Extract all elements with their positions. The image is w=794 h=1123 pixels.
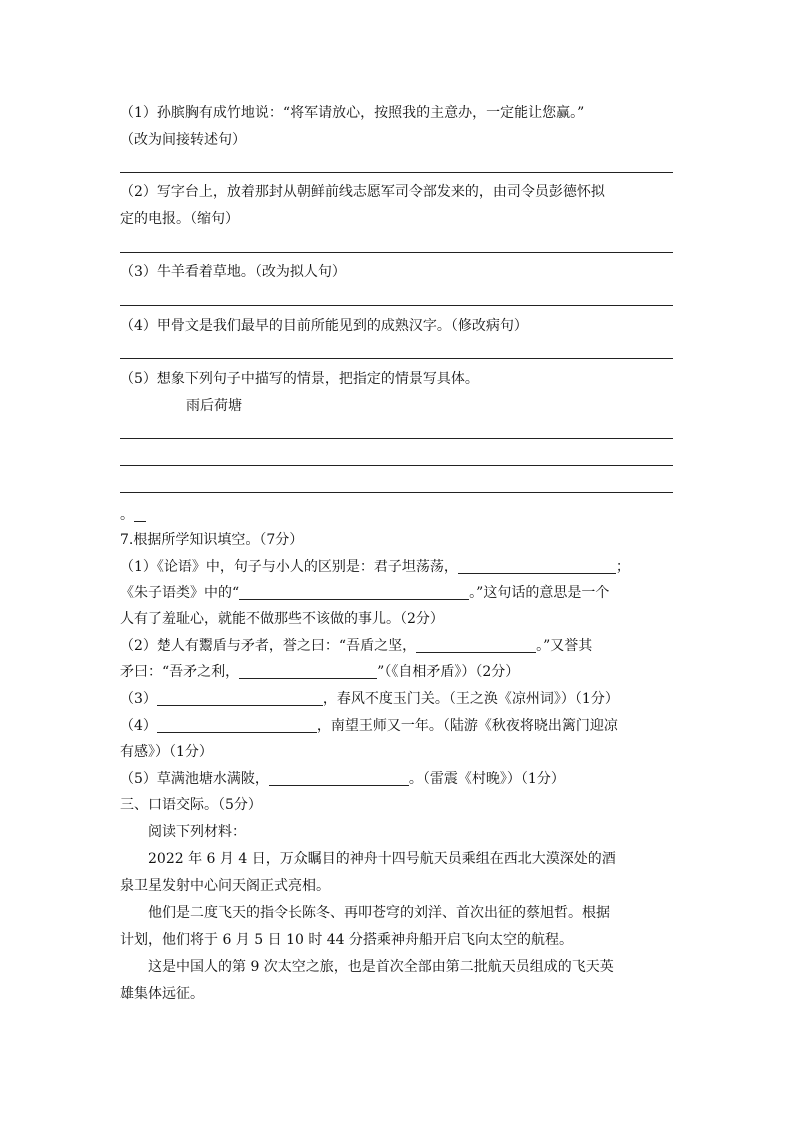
q7-item1-line3: 人有了羞耻心，就能不做那些不该做的事儿。（2分） [120, 611, 444, 627]
q6-item1-line2: （改为间接转述句） [120, 132, 246, 148]
answer-line[interactable] [120, 305, 673, 306]
answer-line[interactable] [120, 172, 673, 173]
q7-item1-line1 [120, 558, 675, 576]
answer-line[interactable] [120, 465, 673, 466]
paragraph-3-line2: 雄集体远征。 [120, 986, 204, 1002]
q7-item1-b-post: 。”这句话的意思是一个 [469, 585, 610, 601]
paragraph-2-line2: 计划，他们将于 6 月 5 日 10 时 44 分搭乘神舟船开启飞向太空的航程。 [120, 932, 574, 948]
q7-item2-b-post: ”（《自相矛盾》）（2分） [377, 664, 520, 680]
q7-item4-post: ，南望王师又一年。（陆游《秋夜将晓出篱门迎凉 [316, 718, 618, 734]
q7-item1-end: ； [615, 559, 630, 575]
q7-item5-pre: （5）草满池塘水满陂， [120, 771, 269, 787]
q7-title: 7.根据所学知识填空。（7分） [120, 532, 304, 548]
q7-item5-post: 。（雷震《村晚》）（1分） [408, 771, 565, 787]
q6-item4: （4）甲骨文是我们最早的目前所能见到的成熟汉字。（修改病句） [120, 318, 528, 334]
q7-item2-b-pre: 矛曰：“吾矛之利， [120, 664, 240, 680]
q6-item3: （3）牛羊看着草地。（改为拟人句） [120, 264, 346, 280]
blank[interactable] [134, 507, 146, 522]
q7-item3-post: ，春风不度玉门关。（王之涣《凉州词》）（1分） [322, 691, 619, 707]
answer-line[interactable] [120, 438, 673, 439]
q7-item2-a-post: 。”又誉其 [536, 638, 593, 654]
section3-title: 三、口语交际。（5分） [120, 797, 262, 813]
q7-item1-line2 [120, 584, 675, 602]
q6-item5-prompt: 雨后荷塘 [186, 398, 242, 414]
q6-item2-line2: 定的电报。（缩句） [120, 211, 239, 227]
blank[interactable] [157, 691, 323, 706]
paragraph-3-line1: 这是中国人的第 9 次太空之旅，也是首次全部由第二批航天员组成的飞天英 [148, 959, 614, 975]
q7-item1-text: （1）《论语》中，句子与小人的区别是：君子坦荡荡， [120, 559, 458, 575]
q7-item2-a-pre: （2）楚人有鬻盾与矛者，誉之曰：“吾盾之坚， [120, 638, 417, 654]
blank[interactable] [269, 771, 409, 786]
blank[interactable] [239, 664, 377, 679]
q6-item2-line1: （2）写字台上，放着那封从朝鲜前线志愿军司令部发来的，由司令员彭德怀拟 [120, 184, 605, 200]
end-mark-text: 。 [120, 507, 134, 523]
paragraph-2-line1: 他们是二度飞天的指令长陈冬、再叩苍穹的刘洋、首次出征的蔡旭哲。根据 [148, 905, 610, 921]
answer-line[interactable] [120, 252, 673, 253]
q7-item3-pre: （3） [120, 691, 157, 707]
answer-line[interactable] [120, 358, 673, 359]
q7-item4-line2: 有感》）（1分） [120, 744, 213, 760]
blank[interactable] [458, 559, 616, 574]
q7-item2-line2 [120, 663, 675, 681]
q7-item4-pre: （4） [120, 718, 157, 734]
blank[interactable] [416, 638, 536, 653]
q7-item5 [120, 770, 675, 788]
q7-item2-line1 [120, 637, 675, 655]
blank[interactable] [239, 585, 469, 600]
q6-item5: （5）想象下列句子中描写的情景，把指定的情景写具体。 [120, 371, 479, 387]
q7-item4-line1 [120, 717, 675, 735]
answer-line[interactable] [120, 492, 673, 493]
paragraph-1-line2: 泉卫星发射中心问天阁正式亮相。 [120, 878, 330, 894]
q7-item1-b-pre: 《朱子语类》中的“ [120, 585, 240, 601]
q6-item1-line1: （1）孙膑胸有成竹地说：“将军请放心，按照我的主意办，一定能让您赢。” [120, 105, 585, 121]
end-mark [120, 506, 675, 524]
q7-item3 [120, 690, 675, 708]
section3-intro: 阅读下列材料： [148, 824, 246, 840]
paragraph-1-line1: 2022 年 6 月 4 日，万众瞩目的神舟十四号航天员乘组在西北大漠深处的酒 [148, 851, 616, 867]
blank[interactable] [157, 718, 317, 733]
